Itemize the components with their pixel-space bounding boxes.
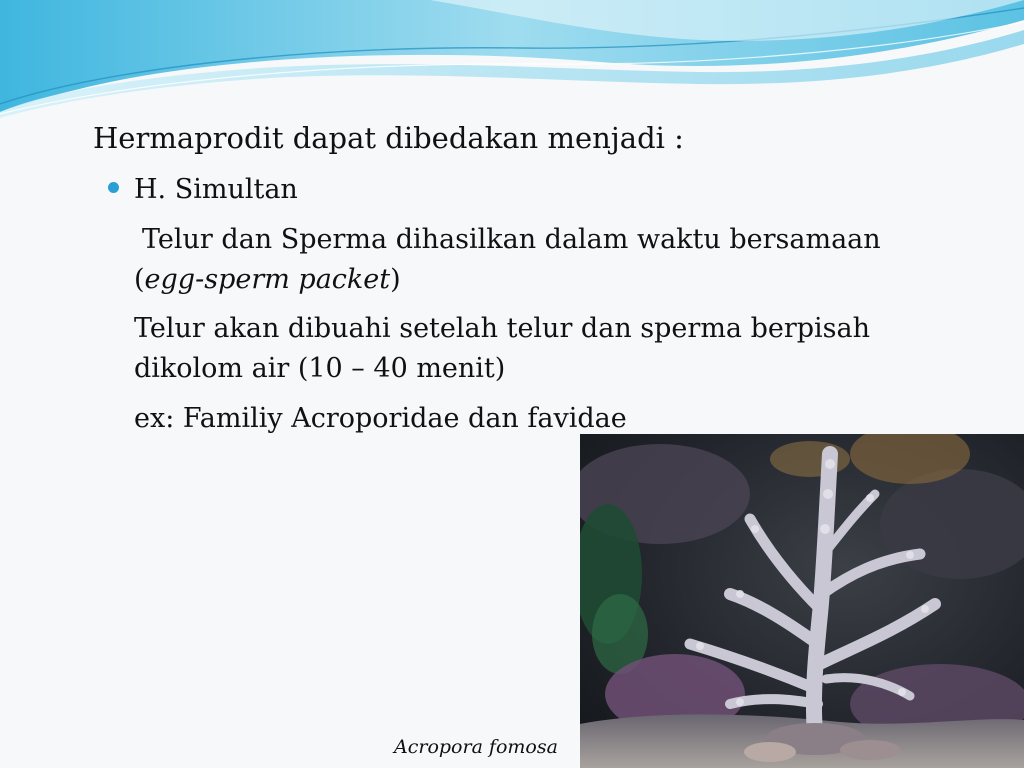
paragraph-line — [134, 260, 954, 300]
paragraph-fertilization: Telur akan dibuahi setelah telur dan sperma berpisah dikolom air (10 – 40 menit) — [134, 313, 871, 384]
wave-header-decoration — [0, 0, 1024, 130]
paragraph-line: Telur dan Sperma dihasilkan dalam waktu bersamaan — [142, 224, 881, 255]
photo-caption: Acropora fomosa — [394, 736, 558, 758]
paragraph-simultaneous — [134, 220, 954, 300]
coral-photo-icon — [580, 434, 1024, 768]
slide-heading: Hermaprodit dapat dibedakan menjadi : — [93, 121, 684, 155]
bullet-item-label: H. Simultan — [134, 174, 298, 205]
bullet-dot-icon — [108, 182, 119, 193]
italic-term: egg-sperm packet — [144, 264, 391, 295]
open-paren: ( — [134, 264, 145, 295]
close-paren: ) — [390, 264, 401, 295]
paragraph-example: ex: Familiy Acroporidae dan favidae — [134, 403, 627, 434]
